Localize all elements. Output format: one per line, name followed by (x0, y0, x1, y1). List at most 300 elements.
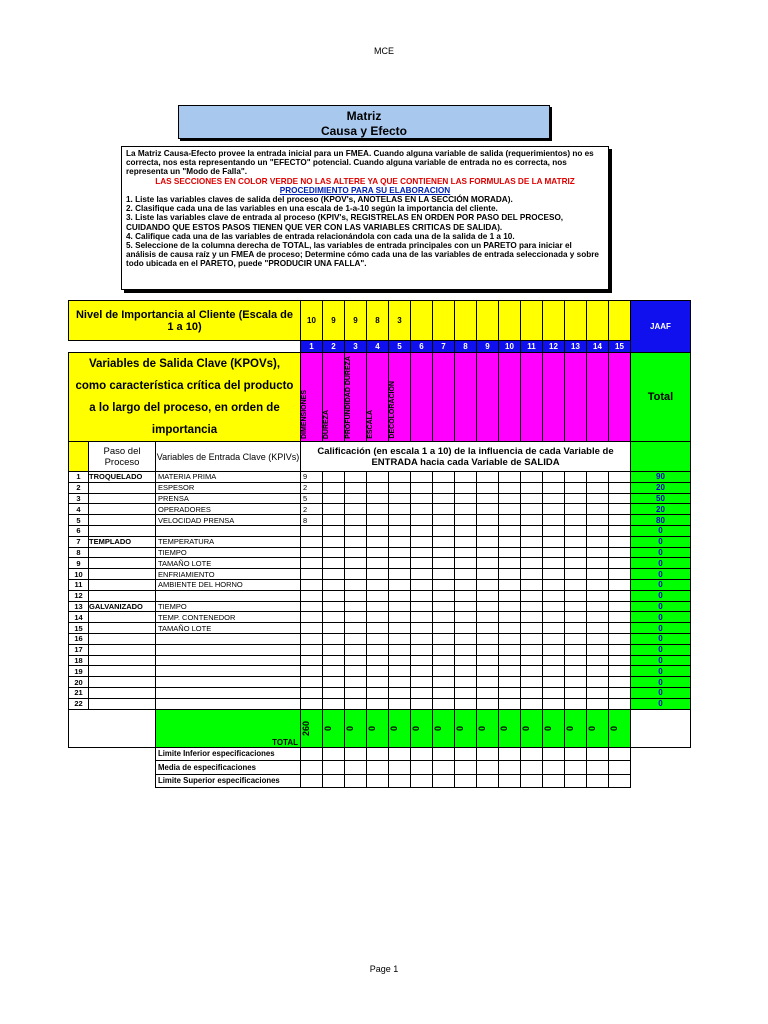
rating-cell[interactable] (433, 612, 455, 623)
rating-cell[interactable] (587, 677, 609, 688)
rating-cell[interactable] (543, 677, 565, 688)
rating-cell[interactable] (565, 677, 587, 688)
kpov-cell[interactable] (543, 353, 565, 442)
rating-cell[interactable] (411, 558, 433, 569)
rating-cell[interactable] (455, 482, 477, 493)
rating-cell[interactable] (499, 633, 521, 644)
rating-cell[interactable] (411, 666, 433, 677)
importance-value[interactable] (477, 301, 499, 341)
rating-cell[interactable] (345, 590, 367, 601)
rating-cell[interactable] (609, 472, 631, 483)
input-variable[interactable]: VELOCIDAD PRENSA (156, 515, 301, 526)
rating-cell[interactable] (587, 698, 609, 709)
rating-cell[interactable] (565, 558, 587, 569)
spec-cell[interactable] (499, 761, 521, 775)
kpov-cell[interactable] (455, 353, 477, 442)
input-variable[interactable] (156, 677, 301, 688)
rating-cell[interactable] (521, 655, 543, 666)
rating-cell[interactable] (389, 633, 411, 644)
rating-cell[interactable] (543, 558, 565, 569)
input-variable[interactable]: MATERIA PRIMA (156, 472, 301, 483)
rating-cell[interactable] (455, 623, 477, 634)
rating-cell[interactable] (323, 482, 345, 493)
spec-cell[interactable] (411, 747, 433, 761)
rating-cell[interactable] (477, 677, 499, 688)
kpov-cell[interactable] (565, 353, 587, 442)
rating-cell[interactable] (345, 569, 367, 580)
rating-cell[interactable] (499, 579, 521, 590)
rating-cell[interactable] (477, 547, 499, 558)
rating-cell[interactable] (433, 633, 455, 644)
rating-cell[interactable] (499, 536, 521, 547)
rating-cell[interactable] (367, 525, 389, 536)
rating-cell[interactable] (477, 698, 499, 709)
rating-cell[interactable] (521, 644, 543, 655)
rating-cell[interactable] (609, 698, 631, 709)
rating-cell[interactable] (565, 472, 587, 483)
input-variable[interactable] (156, 655, 301, 666)
rating-cell[interactable] (323, 601, 345, 612)
rating-cell[interactable] (367, 601, 389, 612)
rating-cell[interactable] (345, 612, 367, 623)
rating-cell[interactable] (411, 493, 433, 504)
rating-cell[interactable]: 2 (301, 482, 323, 493)
rating-cell[interactable] (411, 536, 433, 547)
input-variable[interactable] (156, 644, 301, 655)
kpov-cell[interactable] (477, 353, 499, 442)
rating-cell[interactable] (301, 644, 323, 655)
rating-cell[interactable] (301, 666, 323, 677)
rating-cell[interactable] (587, 579, 609, 590)
rating-cell[interactable] (587, 472, 609, 483)
rating-cell[interactable] (543, 666, 565, 677)
rating-cell[interactable] (389, 547, 411, 558)
rating-cell[interactable] (477, 515, 499, 526)
rating-cell[interactable] (389, 612, 411, 623)
importance-value[interactable] (411, 301, 433, 341)
rating-cell[interactable] (367, 677, 389, 688)
rating-cell[interactable] (499, 623, 521, 634)
rating-cell[interactable] (389, 687, 411, 698)
rating-cell[interactable] (521, 687, 543, 698)
rating-cell[interactable] (609, 536, 631, 547)
rating-cell[interactable] (521, 579, 543, 590)
rating-cell[interactable] (587, 558, 609, 569)
rating-cell[interactable] (477, 633, 499, 644)
rating-cell[interactable] (565, 482, 587, 493)
rating-cell[interactable] (389, 601, 411, 612)
importance-value[interactable]: 9 (323, 301, 345, 341)
rating-cell[interactable] (565, 515, 587, 526)
rating-cell[interactable] (609, 558, 631, 569)
rating-cell[interactable] (301, 698, 323, 709)
rating-cell[interactable]: 8 (301, 515, 323, 526)
rating-cell[interactable] (587, 644, 609, 655)
spec-cell[interactable] (433, 774, 455, 788)
rating-cell[interactable] (565, 504, 587, 515)
spec-cell[interactable] (477, 747, 499, 761)
rating-cell[interactable] (301, 677, 323, 688)
rating-cell[interactable] (565, 547, 587, 558)
rating-cell[interactable] (543, 601, 565, 612)
rating-cell[interactable] (345, 493, 367, 504)
importance-value[interactable] (543, 301, 565, 341)
rating-cell[interactable] (433, 482, 455, 493)
rating-cell[interactable] (455, 536, 477, 547)
rating-cell[interactable] (543, 504, 565, 515)
rating-cell[interactable] (345, 601, 367, 612)
rating-cell[interactable] (609, 666, 631, 677)
rating-cell[interactable] (521, 515, 543, 526)
rating-cell[interactable] (411, 633, 433, 644)
rating-cell[interactable] (411, 504, 433, 515)
rating-cell[interactable] (301, 612, 323, 623)
rating-cell[interactable] (455, 515, 477, 526)
rating-cell[interactable] (521, 677, 543, 688)
rating-cell[interactable] (345, 558, 367, 569)
rating-cell[interactable]: 5 (301, 493, 323, 504)
spec-cell[interactable] (367, 761, 389, 775)
rating-cell[interactable] (543, 515, 565, 526)
rating-cell[interactable] (323, 698, 345, 709)
rating-cell[interactable] (389, 482, 411, 493)
rating-cell[interactable] (521, 547, 543, 558)
spec-cell[interactable] (345, 774, 367, 788)
rating-cell[interactable] (411, 655, 433, 666)
rating-cell[interactable] (565, 493, 587, 504)
rating-cell[interactable] (301, 687, 323, 698)
rating-cell[interactable] (323, 655, 345, 666)
rating-cell[interactable] (477, 601, 499, 612)
rating-cell[interactable] (455, 579, 477, 590)
rating-cell[interactable] (477, 493, 499, 504)
rating-cell[interactable] (367, 612, 389, 623)
rating-cell[interactable] (345, 525, 367, 536)
importance-value[interactable] (565, 301, 587, 341)
rating-cell[interactable] (455, 472, 477, 483)
rating-cell[interactable] (587, 515, 609, 526)
rating-cell[interactable] (433, 579, 455, 590)
kpov-cell[interactable] (411, 353, 433, 442)
rating-cell[interactable] (389, 472, 411, 483)
rating-cell[interactable] (499, 525, 521, 536)
rating-cell[interactable] (433, 536, 455, 547)
rating-cell[interactable] (565, 687, 587, 698)
rating-cell[interactable] (367, 698, 389, 709)
rating-cell[interactable] (389, 655, 411, 666)
rating-cell[interactable] (521, 472, 543, 483)
rating-cell[interactable] (433, 590, 455, 601)
rating-cell[interactable] (587, 590, 609, 601)
input-variable[interactable]: TEMP. CONTENEDOR (156, 612, 301, 623)
rating-cell[interactable] (543, 547, 565, 558)
input-variable[interactable]: OPERADORES (156, 504, 301, 515)
spec-cell[interactable] (543, 761, 565, 775)
rating-cell[interactable] (543, 687, 565, 698)
spec-cell[interactable] (367, 747, 389, 761)
spec-cell[interactable] (609, 774, 631, 788)
rating-cell[interactable] (389, 579, 411, 590)
rating-cell[interactable] (543, 644, 565, 655)
input-variable[interactable]: PRENSA (156, 493, 301, 504)
rating-cell[interactable] (433, 558, 455, 569)
rating-cell[interactable] (499, 590, 521, 601)
spec-cell[interactable] (301, 761, 323, 775)
rating-cell[interactable] (521, 623, 543, 634)
rating-cell[interactable] (455, 687, 477, 698)
rating-cell[interactable] (367, 482, 389, 493)
rating-cell[interactable] (389, 666, 411, 677)
rating-cell[interactable] (499, 644, 521, 655)
rating-cell[interactable] (499, 472, 521, 483)
rating-cell[interactable] (543, 525, 565, 536)
input-variable[interactable]: TEMPERATURA (156, 536, 301, 547)
spec-cell[interactable] (345, 747, 367, 761)
rating-cell[interactable] (411, 601, 433, 612)
rating-cell[interactable] (345, 515, 367, 526)
rating-cell[interactable] (477, 623, 499, 634)
spec-cell[interactable] (609, 747, 631, 761)
rating-cell[interactable] (411, 687, 433, 698)
rating-cell[interactable] (411, 698, 433, 709)
rating-cell[interactable] (345, 633, 367, 644)
spec-cell[interactable] (389, 761, 411, 775)
spec-cell[interactable] (411, 761, 433, 775)
rating-cell[interactable] (389, 623, 411, 634)
spec-cell[interactable] (587, 761, 609, 775)
rating-cell[interactable] (433, 504, 455, 515)
rating-cell[interactable] (367, 590, 389, 601)
rating-cell[interactable] (455, 666, 477, 677)
rating-cell[interactable] (367, 569, 389, 580)
rating-cell[interactable] (587, 633, 609, 644)
rating-cell[interactable] (455, 547, 477, 558)
rating-cell[interactable] (499, 677, 521, 688)
rating-cell[interactable] (609, 482, 631, 493)
rating-cell[interactable] (345, 547, 367, 558)
rating-cell[interactable] (565, 579, 587, 590)
rating-cell[interactable] (301, 569, 323, 580)
rating-cell[interactable] (565, 525, 587, 536)
rating-cell[interactable] (433, 698, 455, 709)
rating-cell[interactable] (323, 590, 345, 601)
rating-cell[interactable] (433, 677, 455, 688)
rating-cell[interactable] (389, 590, 411, 601)
rating-cell[interactable] (499, 687, 521, 698)
kpov-cell[interactable] (345, 353, 367, 442)
rating-cell[interactable] (565, 666, 587, 677)
rating-cell[interactable] (587, 601, 609, 612)
rating-cell[interactable] (521, 504, 543, 515)
spec-cell[interactable] (499, 774, 521, 788)
input-variable[interactable] (156, 633, 301, 644)
rating-cell[interactable] (521, 569, 543, 580)
spec-cell[interactable] (565, 747, 587, 761)
rating-cell[interactable] (323, 687, 345, 698)
rating-cell[interactable] (609, 525, 631, 536)
rating-cell[interactable] (499, 698, 521, 709)
spec-cell[interactable] (477, 774, 499, 788)
rating-cell[interactable] (521, 482, 543, 493)
rating-cell[interactable] (367, 504, 389, 515)
kpov-cell[interactable] (499, 353, 521, 442)
rating-cell[interactable] (455, 644, 477, 655)
rating-cell[interactable] (521, 612, 543, 623)
rating-cell[interactable] (477, 687, 499, 698)
kpov-cell[interactable] (609, 353, 631, 442)
input-variable[interactable]: TAMAÑO LOTE (156, 623, 301, 634)
rating-cell[interactable] (587, 525, 609, 536)
kpov-cell[interactable] (433, 353, 455, 442)
input-variable[interactable] (156, 666, 301, 677)
importance-value[interactable]: 10 (301, 301, 323, 341)
spec-cell[interactable] (345, 761, 367, 775)
rating-cell[interactable] (477, 482, 499, 493)
rating-cell[interactable] (411, 612, 433, 623)
rating-cell[interactable] (433, 623, 455, 634)
rating-cell[interactable] (477, 590, 499, 601)
rating-cell[interactable] (587, 547, 609, 558)
rating-cell[interactable] (477, 569, 499, 580)
rating-cell[interactable] (587, 623, 609, 634)
spec-cell[interactable] (499, 747, 521, 761)
rating-cell[interactable] (323, 579, 345, 590)
rating-cell[interactable] (543, 579, 565, 590)
rating-cell[interactable] (455, 525, 477, 536)
importance-value[interactable] (521, 301, 543, 341)
rating-cell[interactable] (389, 515, 411, 526)
rating-cell[interactable] (609, 677, 631, 688)
rating-cell[interactable] (433, 644, 455, 655)
rating-cell[interactable] (609, 579, 631, 590)
rating-cell[interactable] (345, 698, 367, 709)
rating-cell[interactable] (565, 633, 587, 644)
rating-cell[interactable] (609, 623, 631, 634)
rating-cell[interactable] (367, 536, 389, 547)
rating-cell[interactable] (345, 472, 367, 483)
spec-cell[interactable] (455, 747, 477, 761)
rating-cell[interactable] (587, 687, 609, 698)
rating-cell[interactable] (433, 687, 455, 698)
rating-cell[interactable] (609, 569, 631, 580)
rating-cell[interactable] (301, 579, 323, 590)
rating-cell[interactable] (411, 482, 433, 493)
rating-cell[interactable] (609, 504, 631, 515)
rating-cell[interactable] (301, 601, 323, 612)
rating-cell[interactable] (521, 698, 543, 709)
importance-value[interactable] (455, 301, 477, 341)
rating-cell[interactable] (433, 569, 455, 580)
rating-cell[interactable] (411, 515, 433, 526)
rating-cell[interactable] (587, 504, 609, 515)
rating-cell[interactable] (499, 515, 521, 526)
rating-cell[interactable] (433, 525, 455, 536)
rating-cell[interactable] (499, 547, 521, 558)
rating-cell[interactable] (345, 644, 367, 655)
spec-cell[interactable] (433, 761, 455, 775)
rating-cell[interactable] (411, 590, 433, 601)
rating-cell[interactable] (565, 569, 587, 580)
rating-cell[interactable] (543, 590, 565, 601)
spec-cell[interactable] (433, 747, 455, 761)
rating-cell[interactable] (609, 493, 631, 504)
rating-cell[interactable] (301, 558, 323, 569)
rating-cell[interactable] (433, 472, 455, 483)
rating-cell[interactable] (499, 482, 521, 493)
kpov-cell[interactable] (521, 353, 543, 442)
rating-cell[interactable] (323, 623, 345, 634)
kpov-cell[interactable] (587, 353, 609, 442)
rating-cell[interactable] (609, 601, 631, 612)
rating-cell[interactable] (521, 536, 543, 547)
rating-cell[interactable] (609, 515, 631, 526)
rating-cell[interactable]: 2 (301, 504, 323, 515)
rating-cell[interactable] (411, 623, 433, 634)
rating-cell[interactable] (477, 666, 499, 677)
rating-cell[interactable] (323, 666, 345, 677)
rating-cell[interactable] (389, 504, 411, 515)
rating-cell[interactable] (587, 536, 609, 547)
rating-cell[interactable] (477, 579, 499, 590)
rating-cell[interactable] (345, 482, 367, 493)
rating-cell[interactable] (433, 515, 455, 526)
rating-cell[interactable] (345, 655, 367, 666)
rating-cell[interactable] (455, 504, 477, 515)
input-variable[interactable]: AMBIENTE DEL HORNO (156, 579, 301, 590)
rating-cell[interactable] (587, 482, 609, 493)
rating-cell[interactable] (367, 687, 389, 698)
rating-cell[interactable] (521, 601, 543, 612)
rating-cell[interactable] (477, 472, 499, 483)
rating-cell[interactable] (433, 493, 455, 504)
rating-cell[interactable] (323, 493, 345, 504)
rating-cell[interactable] (411, 569, 433, 580)
input-variable[interactable]: TAMAÑO LOTE (156, 558, 301, 569)
rating-cell[interactable] (565, 698, 587, 709)
rating-cell[interactable] (565, 601, 587, 612)
input-variable[interactable] (156, 698, 301, 709)
rating-cell[interactable] (587, 666, 609, 677)
input-variable[interactable] (156, 687, 301, 698)
spec-cell[interactable] (565, 761, 587, 775)
spec-cell[interactable] (521, 761, 543, 775)
rating-cell[interactable] (411, 525, 433, 536)
kpov-cell[interactable] (323, 353, 345, 442)
spec-cell[interactable] (367, 774, 389, 788)
rating-cell[interactable] (301, 536, 323, 547)
rating-cell[interactable] (565, 590, 587, 601)
rating-cell[interactable] (587, 493, 609, 504)
rating-cell[interactable] (367, 633, 389, 644)
rating-cell[interactable] (323, 569, 345, 580)
rating-cell[interactable] (301, 547, 323, 558)
spec-cell[interactable] (543, 747, 565, 761)
rating-cell[interactable] (477, 612, 499, 623)
rating-cell[interactable] (367, 558, 389, 569)
rating-cell[interactable] (587, 612, 609, 623)
rating-cell[interactable] (543, 655, 565, 666)
rating-cell[interactable] (345, 623, 367, 634)
rating-cell[interactable] (499, 569, 521, 580)
rating-cell[interactable] (609, 655, 631, 666)
input-variable[interactable]: TIEMPO (156, 601, 301, 612)
rating-cell[interactable] (455, 558, 477, 569)
spec-cell[interactable] (609, 761, 631, 775)
input-variable[interactable] (156, 590, 301, 601)
spec-cell[interactable] (301, 774, 323, 788)
rating-cell[interactable] (477, 536, 499, 547)
spec-cell[interactable] (521, 747, 543, 761)
